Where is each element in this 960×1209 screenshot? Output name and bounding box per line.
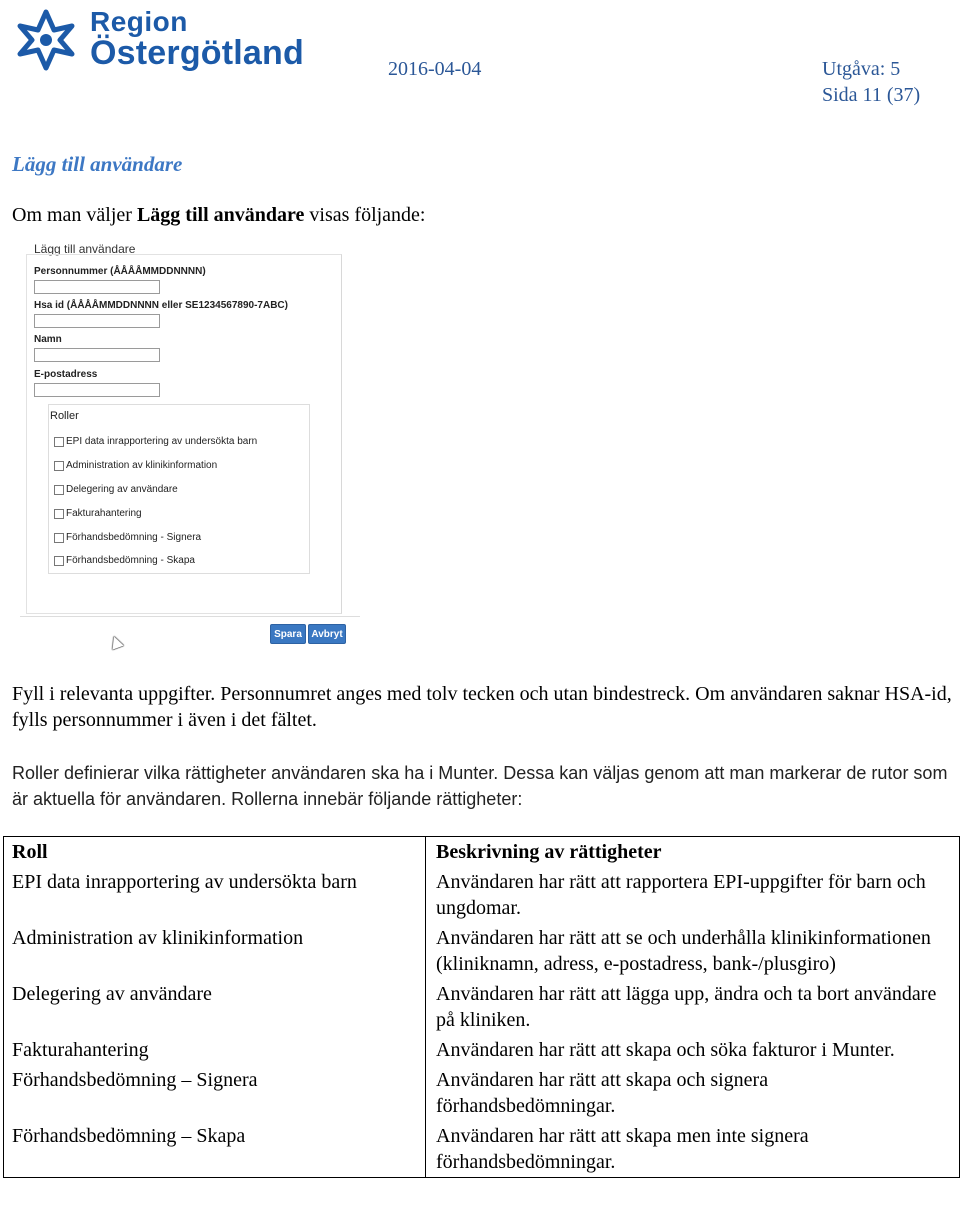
checkbox-icon[interactable] [54,556,64,566]
role-checkbox-epi[interactable] [54,436,257,447]
role-checkbox-admin[interactable] [54,460,217,471]
table-row [4,1035,960,1065]
cancel-button[interactable]: Avbryt [308,624,346,644]
table-row [4,979,960,1035]
table-row [4,867,960,923]
checkbox-icon[interactable] [54,509,64,519]
mouse-pointer-icon [108,634,123,649]
table-row [4,1065,960,1121]
table-row [4,1121,960,1178]
checkbox-icon[interactable] [54,437,64,447]
description-cell: Användaren har rätt att skapa och söka fakturor i Munter. [426,1035,960,1065]
role-label: Förhandsbedömning - Signera [66,532,202,543]
description-cell: Användaren har rätt att lägga upp, ändra och ta bort användare på kliniken. [426,979,960,1035]
role-cell: EPI data inrapportering av undersökta barn [4,867,426,923]
email-label: E-postadress [34,369,98,380]
role-cell: Förhandsbedömning – Skapa [4,1121,426,1178]
hsa-id-label: Hsa id (ÅÅÅÅMMDDNNNN eller SE1234567890-7ABC) [34,300,288,311]
role-cell: Förhandsbedömning – Signera [4,1065,426,1121]
logo-text-region: Region [90,6,188,37]
checkbox-icon[interactable] [54,485,64,495]
paragraph-roles: Roller definierar vilka rättigheter användaren ska ha i Munter. Dessa kan väljas genom att man markerar de rutor som är aktuella för användaren. Rollerna innebär följande rättigheter: [12,763,948,809]
column-header-description: Beskrivning av rättigheter [426,837,960,868]
roles-table [3,836,960,1178]
flower-logo-icon [10,4,82,74]
checkbox-icon[interactable] [54,533,64,543]
role-checkbox-create[interactable] [54,555,195,566]
region-logo [10,4,304,74]
description-cell: Användaren har rätt att rapportera EPI-uppgifter för barn och ungdomar. [426,867,960,923]
role-label: Delegering av användare [66,484,178,495]
description-cell: Användaren har rätt att skapa men inte signera förhandsbedömningar. [426,1121,960,1178]
role-checkbox-sign[interactable] [54,532,201,543]
name-label: Namn [34,334,62,345]
personnummer-input[interactable] [34,280,160,294]
hsa-id-input[interactable] [34,314,160,328]
personnummer-label: Personnummer (ÅÅÅÅMMDDNNNN) [34,266,206,277]
role-cell: Fakturahantering [4,1035,426,1065]
intro-text [12,204,426,227]
name-input[interactable] [34,348,160,362]
role-cell: Administration av klinikinformation [4,923,426,979]
logo-text-name: Östergötland [90,34,304,72]
save-button[interactable]: Spara [270,624,306,644]
form-title: Lägg till användare [34,242,136,256]
role-label: Förhandsbedömning - Skapa [66,555,195,566]
intro-prefix: Om man väljer [12,204,137,226]
form-divider [20,616,360,617]
table-header-row [4,837,960,868]
email-input[interactable] [34,383,160,397]
page-number: Sida 11 (37) [822,84,921,106]
role-label: EPI data inrapportering av undersökta barn [66,436,258,447]
intro-suffix: visas följande: [304,204,426,226]
roles-legend: Roller [50,410,79,422]
role-label: Administration av klinikinformation [66,460,218,471]
document-date: 2016-04-04 [388,58,482,80]
description-cell: Användaren har rätt att skapa och signera förhandsbedömningar. [426,1065,960,1121]
intro-bold: Lägg till användare [136,204,305,226]
paragraph-fill-info: Fyll i relevanta uppgifter. Personnumret anges med tolv tecken och utan bindestreck. Om användaren saknar HSA-id, fylls personnummer i även i det fältet. [12,683,952,731]
checkbox-icon[interactable] [54,461,64,471]
column-header-role: Roll [4,837,426,868]
add-user-form-screenshot [20,236,360,656]
role-cell: Delegering av användare [4,979,426,1035]
role-checkbox-invoicing[interactable] [54,508,142,519]
table-row [4,923,960,979]
description-cell: Användaren har rätt att se och underhålla klinikinformationen (kliniknamn, adress, e-postadress, bank-/plusgiro) [426,923,960,979]
role-label: Fakturahantering [66,508,142,519]
role-checkbox-delegation[interactable] [54,484,178,495]
document-issue: Utgåva: 5 [822,58,901,80]
section-heading: Lägg till användare [12,152,183,176]
